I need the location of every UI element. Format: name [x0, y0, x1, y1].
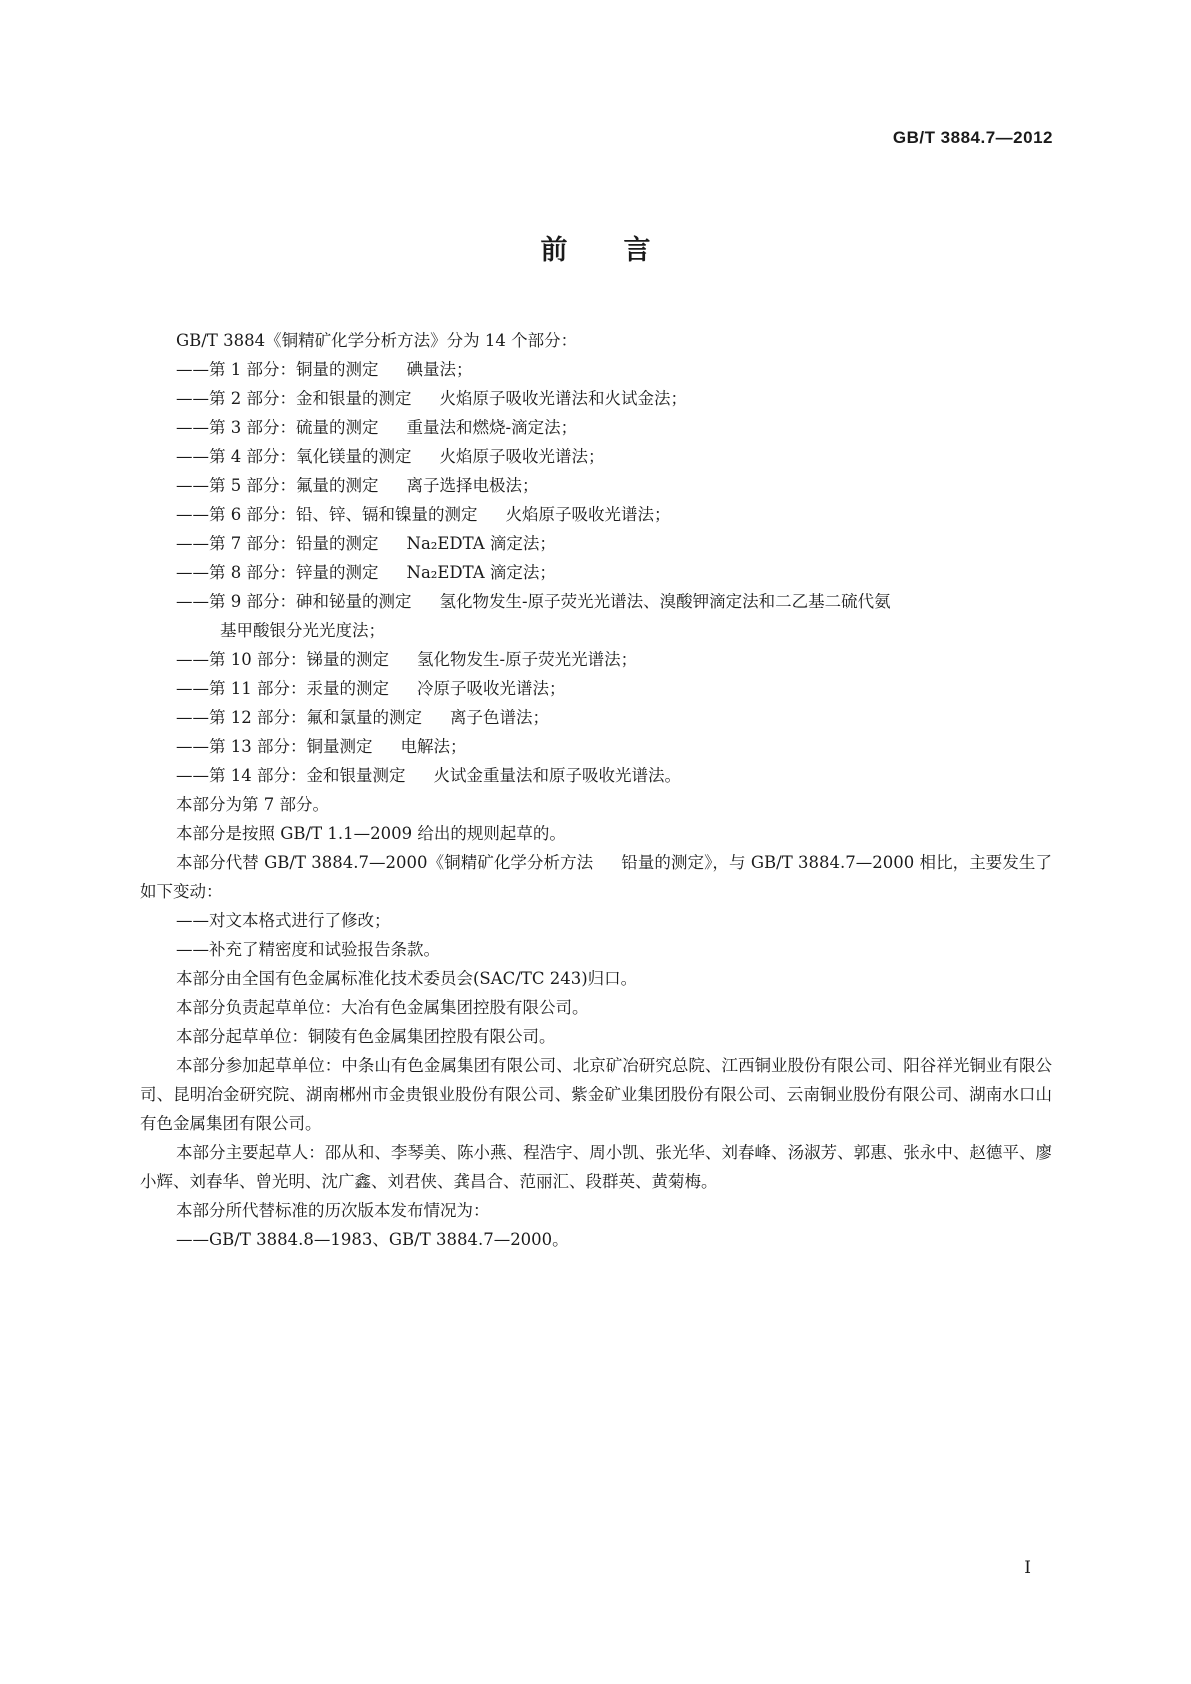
this-part-paragraph: 本部分为第 7 部分。 [176, 795, 329, 814]
list-item: ——第 9 部分：砷和铋量的测定 氢化物发生-原子荧光光谱法、溴酸钾滴定法和二乙基二硫代氨 基甲酸银分光光度法； [176, 592, 891, 640]
list-item: ——第 11 部分：汞量的测定 冷原子吸收光谱法； [176, 679, 566, 698]
title-char-2: 言 [623, 235, 651, 266]
centralized-paragraph: 本部分由全国有色金属标准化技术委员会(SAC/TC 243)归口。 [176, 969, 638, 988]
drafted-per-paragraph: 本部分是按照 GB/T 1.1—2009 给出的规则起草的。 [176, 824, 566, 843]
list-item: ——第 4 部分：氧化镁量的测定 火焰原子吸收光谱法； [176, 447, 605, 466]
document-body [140, 326, 1052, 1254]
list-item: ——第 6 部分：铅、锌、镉和镍量的测定 火焰原子吸收光谱法； [176, 505, 671, 524]
history-item: ——GB/T 3884.8—1983、GB/T 3884.7—2000。 [176, 1230, 569, 1249]
participating-units-paragraph: 本部分参加起草单位：中条山有色金属集团有限公司、北京矿冶研究总院、江西铜业股份有限公司、阳谷祥光铜业有限公司、昆明冶金研究院、湖南郴州市金贵银业股份有限公司、紫金矿业集团股份有限公司、云南铜业股份有限公司、湖南水口山有色金属集团有限公司。 [140, 1056, 1052, 1133]
page-number: I [1024, 1558, 1031, 1578]
list-item: ——第 2 部分：金和银量的测定 火焰原子吸收光谱法和火试金法； [176, 389, 687, 408]
list-item: ——第 12 部分：氟和氯量的测定 离子色谱法； [176, 708, 549, 727]
parts-list [140, 355, 1052, 790]
list-item: ——第 7 部分：铅量的测定 Na₂EDTA 滴定法； [176, 534, 556, 553]
responsible-unit-paragraph: 本部分负责起草单位：大冶有色金属集团控股有限公司。 [176, 998, 589, 1017]
list-item: ——第 3 部分：硫量的测定 重量法和燃烧-滴定法； [176, 418, 578, 437]
change-item: ——补充了精密度和试验报告条款。 [176, 940, 440, 959]
change-item: ——对文本格式进行了修改； [176, 911, 391, 930]
list-item: ——第 1 部分：铜量的测定 碘量法； [176, 360, 473, 379]
standard-code: GB/T 3884.7—2012 [892, 128, 1053, 147]
drafters-paragraph: 本部分主要起草人：邵从和、李琴美、陈小燕、程浩宇、周小凯、张光华、刘春峰、汤淑芳、郭惠、张永中、赵德平、廖小辉、刘春华、曾光明、沈广鑫、刘君侠、龚昌合、范丽汇、段群英、黄菊梅。 [140, 1143, 1052, 1191]
list-item: ——第 13 部分：铜量测定 电解法； [176, 737, 467, 756]
drafting-unit-paragraph: 本部分起草单位：铜陵有色金属集团控股有限公司。 [176, 1027, 556, 1046]
list-item: ——第 5 部分：氟量的测定 离子选择电极法； [176, 476, 539, 495]
list-item: ——第 10 部分：锑量的测定 氢化物发生-原子荧光光谱法； [176, 650, 638, 669]
intro-paragraph: GB/T 3884《铜精矿化学分析方法》分为 14 个部分： [176, 331, 578, 350]
list-item: ——第 8 部分：锌量的测定 Na₂EDTA 滴定法； [176, 563, 556, 582]
title-char-1: 前 [540, 235, 568, 266]
page-title [0, 228, 1191, 267]
list-item: ——第 14 部分：金和银量测定 火试金重量法和原子吸收光谱法。 [176, 766, 681, 785]
history-intro-paragraph: 本部分所代替标准的历次版本发布情况为： [176, 1201, 490, 1220]
replaces-paragraph: 本部分代替 GB/T 3884.7—2000《铜精矿化学分析方法 铅量的测定》，与 GB/T 3884.7—2000 相比，主要发生了如下变动： [140, 853, 1052, 901]
